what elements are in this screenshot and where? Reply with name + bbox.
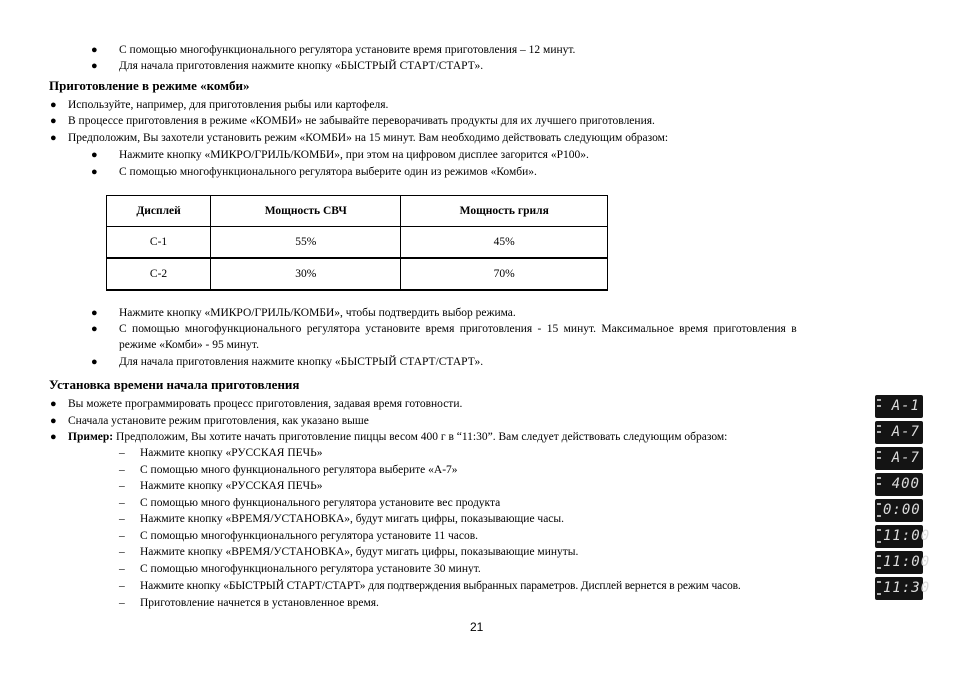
dash: –	[119, 447, 125, 459]
lcd-text: 400	[891, 476, 920, 492]
table-cell: 70%	[401, 258, 608, 290]
dash: –	[119, 530, 125, 542]
step-10: Приготовление начнется в установленное время.	[140, 597, 379, 609]
combi-sub-bullet-2: С помощью многофункционального регулятора выберите один из режимов «Комби».	[119, 166, 537, 178]
table-cell: 55%	[211, 227, 401, 259]
bullet-dot: ●	[91, 44, 98, 56]
page-number: 21	[470, 620, 484, 634]
table-cell: 45%	[401, 227, 608, 259]
bullet-dot: ●	[50, 415, 57, 427]
step-7: Нажмите кнопку «ВРЕМЯ/УСТАНОВКА», будут мигать цифры, показывающие минуты.	[140, 546, 579, 558]
bullet-dot: ●	[91, 149, 98, 161]
table-cell: 30%	[211, 258, 401, 290]
lcd-text: A-7	[891, 424, 920, 440]
bullet-dot: ●	[91, 323, 98, 335]
table-cell: C-2	[107, 258, 211, 290]
lcd-text: A-7	[891, 450, 920, 466]
lcd-text: 0:00	[883, 502, 921, 518]
dash: –	[119, 546, 125, 558]
example-text: Предположим, Вы хотите начать приготовление пиццы весом 400 г в “11:30”. Вам следует действовать следующим образом:	[113, 431, 728, 443]
example-label: Пример:	[68, 431, 114, 443]
example-line	[68, 430, 727, 444]
dash: –	[119, 480, 125, 492]
after-bullet-1: Нажмите кнопку «МИКРО/ГРИЛЬ/КОМБИ», чтобы подтвердить выбор режима.	[119, 307, 516, 319]
bullet-dot: ●	[50, 431, 57, 443]
combi-bullet-3: Предположим, Вы захотели установить режим «КОМБИ» на 15 минут. Вам необходимо действовать следующим образом:	[68, 132, 669, 144]
table-header-grill: Мощность гриля	[401, 196, 608, 227]
lcd-text: A-1	[891, 398, 920, 414]
lcd-text: 11:30	[883, 580, 931, 596]
delay-bullet-2: Сначала установите режим приготовления, как указано выше	[68, 415, 369, 427]
step-3: Нажмите кнопку «РУССКАЯ ПЕЧЬ»	[140, 480, 323, 492]
step-9: Нажмите кнопку «БЫСТРЫЙ СТАРТ/СТАРТ» для подтверждения выбранных параметров. Дисплей вернется в режим часов.	[140, 580, 741, 592]
lcd-display	[875, 447, 923, 470]
lcd-display	[875, 577, 931, 600]
intro-text-1: С помощью многофункционального регулятора установите время приготовления – 12 минут.	[119, 44, 576, 56]
lcd-text: 11:00	[883, 528, 931, 544]
bullet-dot: ●	[91, 356, 98, 368]
bullet-dot: ●	[91, 307, 98, 319]
delay-bullet-1: Вы можете программировать процесс приготовления, задавая время готовности.	[68, 398, 463, 410]
lcd-display	[875, 473, 923, 496]
table-header-microwave: Мощность СВЧ	[211, 196, 401, 227]
step-6: С помощью многофункционального регулятора установите 11 часов.	[140, 530, 479, 542]
after-bullet-2-cont: режиме «Комби» - 95 минут.	[119, 339, 259, 351]
delay-heading: Установка времени начала приготовления	[49, 377, 300, 392]
lcd-display	[875, 395, 923, 418]
dash: –	[119, 580, 125, 592]
table-row	[107, 258, 608, 290]
after-bullet-3: Для начала приготовления нажмите кнопку «БЫСТРЫЙ СТАРТ/СТАРТ».	[119, 356, 484, 368]
intro-text-2: Для начала приготовления нажмите кнопку «БЫСТРЫЙ СТАРТ/СТАРТ».	[119, 60, 484, 72]
dash: –	[119, 563, 125, 575]
lcd-display	[875, 525, 931, 548]
dash: –	[119, 464, 125, 476]
bullet-dot: ●	[50, 398, 57, 410]
dash: –	[119, 597, 125, 609]
lcd-display	[875, 551, 931, 574]
dash: –	[119, 497, 125, 509]
bullet-dot: ●	[91, 166, 98, 178]
combi-bullet-2: В процессе приготовления в режиме «КОМБИ» не забывайте переворачивать продукты для их лучшего приготовления.	[68, 115, 655, 127]
dash: –	[119, 513, 125, 525]
combi-bullet-1: Используйте, например, для приготовления рыбы или картофеля.	[68, 99, 389, 111]
bullet-dot: ●	[50, 115, 57, 127]
after-bullet-2: С помощью многофункционального регулятора установите время приготовления - 15 минут. Максимальное время приготовления в	[119, 323, 797, 335]
bullet-dot: ●	[91, 60, 98, 72]
step-2: С помощью много функционального регулятора выберите «А-7»	[140, 464, 458, 476]
step-5: Нажмите кнопку «ВРЕМЯ/УСТАНОВКА», будут мигать цифры, показывающие часы.	[140, 513, 565, 525]
table-row	[107, 227, 608, 259]
bullet-dot: ●	[50, 132, 57, 144]
step-4: С помощью много функционального регулятора установите вес продукта	[140, 497, 501, 509]
table-header-display: Дисплей	[107, 196, 211, 227]
combi-heading: Приготовление в режиме «комби»	[49, 78, 250, 93]
bullet-dot: ●	[50, 99, 57, 111]
step-8: С помощью многофункционального регулятора установите 30 минут.	[140, 563, 481, 575]
combi-sub-bullet-1: Нажмите кнопку «МИКРО/ГРИЛЬ/КОМБИ», при этом на цифровом дисплее загорится «P100».	[119, 149, 589, 161]
lcd-text: 11:00	[883, 554, 931, 570]
lcd-display	[875, 499, 923, 522]
combi-modes-table	[106, 195, 608, 291]
lcd-display	[875, 421, 923, 444]
table-cell: C-1	[107, 227, 211, 259]
step-1: Нажмите кнопку «РУССКАЯ ПЕЧЬ»	[140, 447, 323, 459]
